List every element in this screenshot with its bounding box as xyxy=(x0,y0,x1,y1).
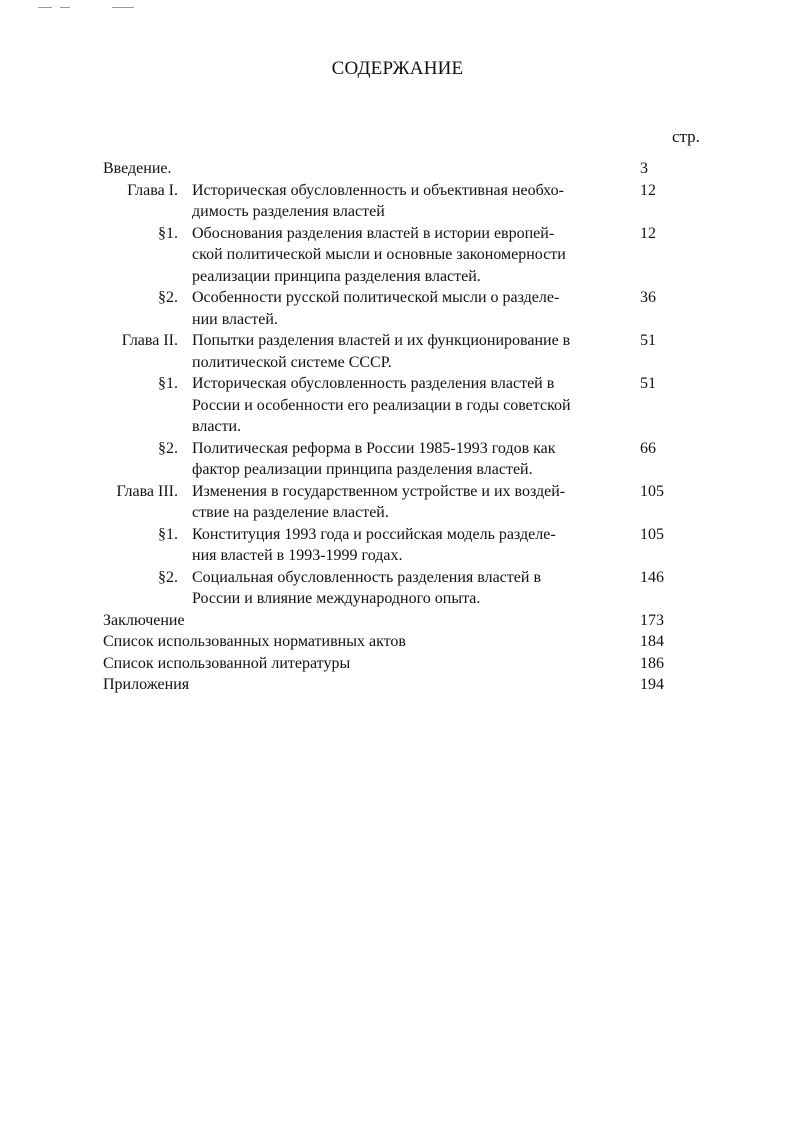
toc-entry-label: §2. xyxy=(158,439,178,457)
toc-entry-appendices xyxy=(0,674,795,696)
toc-entry-title: Список использованной литературы xyxy=(103,654,351,672)
toc-entry-line: Историческая обусловленность разделения властей в xyxy=(192,375,555,392)
toc-entry-chapter-3 xyxy=(0,481,795,524)
toc-entry-line: власти. xyxy=(192,418,242,435)
toc-entry-line: Обоснования разделения властей в истории европей- xyxy=(192,224,555,242)
toc-entry-label: §1. xyxy=(158,224,178,242)
toc-entry-label: Глава II. xyxy=(121,332,178,349)
toc-entry-line: ской политической мысли и основные закономерности xyxy=(192,246,566,263)
toc-entry-introduction xyxy=(0,158,795,180)
table-of-contents xyxy=(0,158,795,696)
toc-page-number: 51 xyxy=(640,375,656,392)
toc-entry-line: России и особенности его реализации в годы советской xyxy=(192,396,571,414)
toc-entry-conclusion xyxy=(0,610,795,632)
toc-entry-title: Список использованных нормативных актов xyxy=(103,633,406,650)
scan-mark xyxy=(60,7,70,8)
toc-entry-line: Историческая обусловленность и объективная необхо- xyxy=(192,181,564,199)
toc-entry-section-1-2 xyxy=(0,287,795,330)
toc-entry-section-2-2 xyxy=(0,438,795,481)
toc-page-number: 184 xyxy=(640,633,664,650)
toc-entry-chapter-2 xyxy=(0,330,795,373)
toc-entry-line: Особенности русской политической мысли о разделе- xyxy=(192,289,560,306)
toc-entry-title: Заключение xyxy=(103,611,185,629)
toc-entry-section-1-1 xyxy=(0,223,795,288)
toc-entry-line: Конституция 1993 года и российская модель разделе- xyxy=(192,525,556,543)
toc-entry-title: Приложения xyxy=(103,676,190,693)
toc-entry-line: Политическая реформа в России 1985-1993 годов как xyxy=(192,439,556,457)
toc-page-number: 3 xyxy=(640,160,648,177)
toc-page-number: 146 xyxy=(640,568,664,586)
toc-page-number: 66 xyxy=(640,439,656,457)
toc-page-number: 186 xyxy=(640,654,664,672)
toc-entry-label: Глава III. xyxy=(116,482,178,500)
toc-page-number: 194 xyxy=(640,676,664,693)
toc-entry-label: Глава I. xyxy=(127,181,178,199)
toc-entry-line: ния властей в 1993-1999 годах. xyxy=(192,547,403,564)
toc-page-number: 173 xyxy=(640,611,664,629)
toc-entry-line: России и влияние международного опыта. xyxy=(192,590,481,607)
toc-entry-line: реализации принципа разделения властей. xyxy=(192,267,481,285)
toc-entry-label: §2. xyxy=(158,289,178,306)
toc-entry-line: политической системе СССР. xyxy=(192,353,392,371)
toc-entry-line: димость разделения властей xyxy=(192,203,385,220)
toc-entry-normative-acts xyxy=(0,631,795,653)
toc-entry-section-3-1 xyxy=(0,524,795,567)
toc-entry-section-3-2 xyxy=(0,567,795,610)
toc-entry-line: Социальная обусловленность разделения властей в xyxy=(192,568,541,586)
scan-mark xyxy=(38,7,52,8)
toc-page-number: 105 xyxy=(640,482,664,500)
toc-entry-line: Изменения в государственном устройстве и их воздей- xyxy=(192,482,566,500)
toc-entry-bibliography xyxy=(0,653,795,675)
toc-entry-label: §1. xyxy=(158,525,178,543)
toc-entry-section-2-1 xyxy=(0,373,795,438)
toc-page-number: 51 xyxy=(640,332,656,349)
page-column-header: стр. xyxy=(672,127,700,146)
scan-mark xyxy=(112,7,134,8)
page-title: СОДЕРЖАНИЕ xyxy=(331,58,464,79)
toc-page-number: 105 xyxy=(640,525,664,543)
toc-entry-line: фактор реализации принципа разделения властей. xyxy=(192,461,533,478)
toc-entry-line: Попытки разделения властей и их функционирование в xyxy=(192,332,571,349)
toc-entry-chapter-1 xyxy=(0,180,795,223)
toc-entry-line: ствие на разделение властей. xyxy=(192,504,389,521)
toc-entry-label: §1. xyxy=(158,375,178,392)
toc-page-number: 36 xyxy=(640,289,656,306)
toc-page-number: 12 xyxy=(640,181,656,199)
toc-entry-label: §2. xyxy=(158,568,178,586)
toc-entry-title: Введение. xyxy=(103,160,172,177)
toc-page-number: 12 xyxy=(640,224,656,242)
toc-entry-line: нии властей. xyxy=(192,310,278,328)
